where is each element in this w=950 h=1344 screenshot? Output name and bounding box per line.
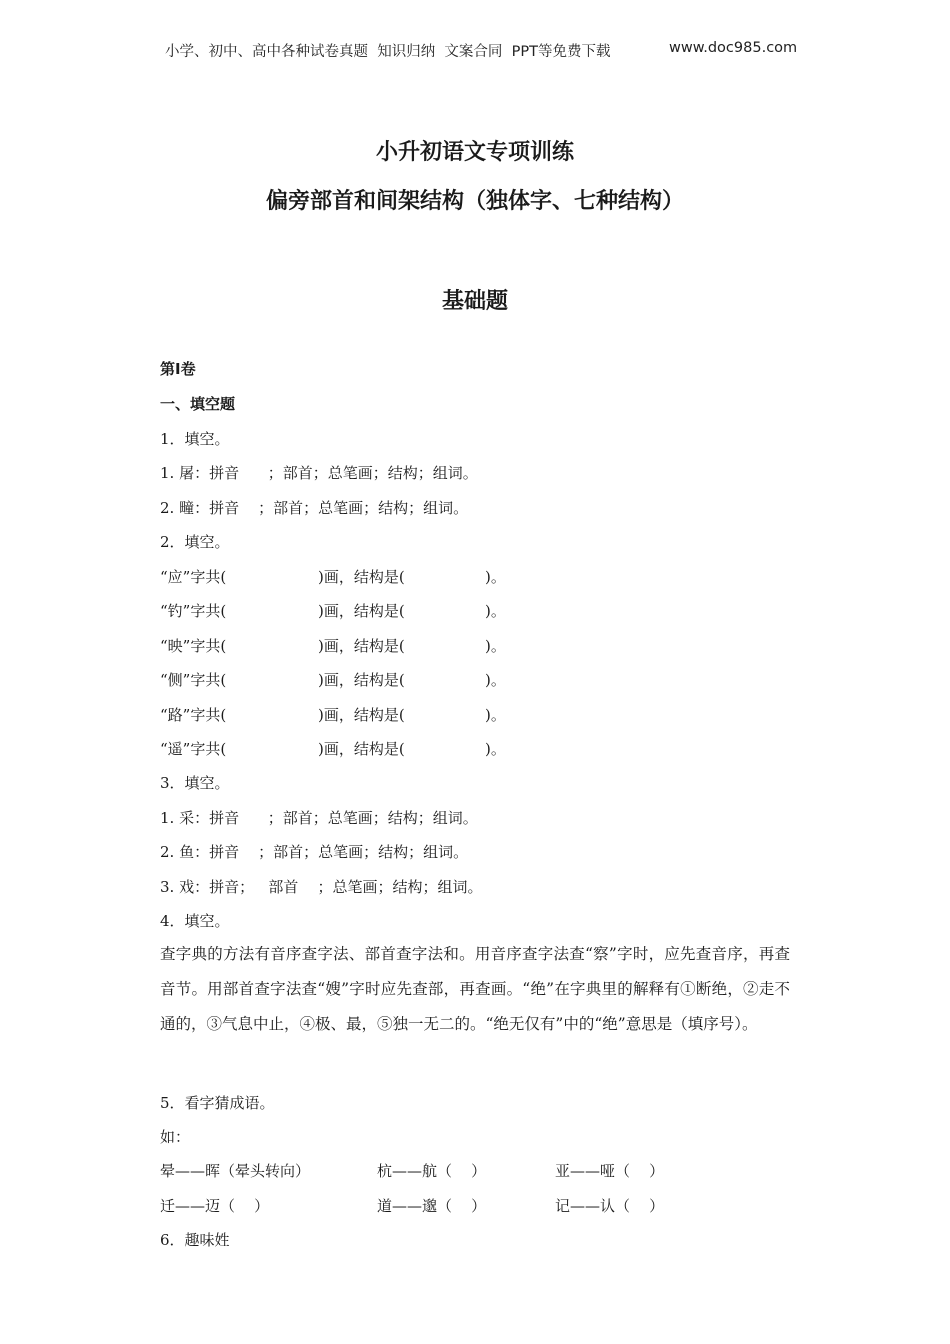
row-end: )。 — [485, 706, 506, 724]
page-header-text: 小学、初中、高中各种试卷真题 知识归纳 文案合同 PPT等免费下载 — [165, 44, 611, 60]
doc-subtitle: 偏旁部首和间架结构（独体字、七种结构） — [265, 189, 684, 214]
row-char: “钓”字共( — [160, 602, 227, 620]
row-end: )。 — [485, 602, 506, 620]
idiom-item: 亚——哑（ ） — [555, 1162, 665, 1180]
question-4-paragraph: 查字典的方法有音序查字法、部首查字法和。用音序查字法查“察”字时，应先查音序，再查音节。用部首查字法查“嫂”字时应先查部，再查画。“绝”在字典里的解释有①断绝，②走不通的，③气息中止，④极、最，⑤独一无二的。“绝无仅有”中的“绝”意思是（填序号）。 — [160, 945, 790, 1033]
volume-label: 第Ⅰ卷 — [160, 360, 196, 378]
row-char: “路”字共( — [160, 706, 227, 724]
row-char: “应”字共( — [160, 568, 227, 586]
page-header-url: www.doc985.com — [669, 40, 798, 56]
part-heading: 一、填空题 — [160, 395, 236, 413]
example-label: 如： — [160, 1128, 191, 1146]
question-2-heading: 2．填空。 — [160, 533, 230, 551]
question-2-row — [160, 669, 506, 691]
question-1-item: 2. 疃：拼音 ；部首；总笔画；结构；组词。 — [160, 499, 469, 517]
row-mid: )画，结构是( — [318, 568, 405, 586]
question-4-heading: 4．填空。 — [160, 912, 230, 930]
question-2-row — [160, 738, 506, 760]
question-5-heading: 5．看字猜成语。 — [160, 1094, 275, 1112]
question-2-row — [160, 566, 506, 588]
row-mid: )画，结构是( — [318, 637, 405, 655]
question-2-row — [160, 635, 506, 657]
row-char: “映”字共( — [160, 637, 227, 655]
idiom-item: 晕——晖（晕头转向） — [160, 1162, 311, 1180]
question-2-row — [160, 600, 506, 622]
question-6-heading: 6．趣味姓 — [160, 1231, 230, 1249]
question-1-item: 1. 屠：拼音 ；部首；总笔画；结构；组词。 — [160, 464, 478, 482]
section-title: 基础题 — [441, 289, 508, 314]
row-char: “侧”字共( — [160, 671, 227, 689]
row-end: )。 — [485, 637, 506, 655]
row-end: )。 — [485, 568, 506, 586]
row-end: )。 — [485, 740, 506, 758]
row-mid: )画，结构是( — [318, 602, 405, 620]
idiom-item: 记——认（ ） — [555, 1197, 665, 1215]
row-mid: )画，结构是( — [318, 671, 405, 689]
question-3-item: 2. 鱼：拼音 ；部首；总笔画；结构；组词。 — [160, 843, 469, 861]
idiom-item: 道——邈（ ） — [377, 1197, 487, 1215]
question-3-heading: 3．填空。 — [160, 774, 230, 792]
question-3-item: 3. 戏：拼音； 部首 ；总笔画；结构；组词。 — [160, 878, 483, 896]
row-mid: )画，结构是( — [318, 740, 405, 758]
row-end: )。 — [485, 671, 506, 689]
row-char: “遥”字共( — [160, 740, 227, 758]
idiom-item: 迁——迈（ ） — [160, 1197, 270, 1215]
row-mid: )画，结构是( — [318, 706, 405, 724]
idiom-item: 杭——航（ ） — [377, 1162, 487, 1180]
doc-title: 小升初语文专项训练 — [375, 140, 574, 165]
question-2-row — [160, 704, 506, 726]
question-1-heading: 1．填空。 — [160, 430, 230, 448]
question-3-item: 1. 采：拼音 ；部首；总笔画；结构；组词。 — [160, 809, 478, 827]
